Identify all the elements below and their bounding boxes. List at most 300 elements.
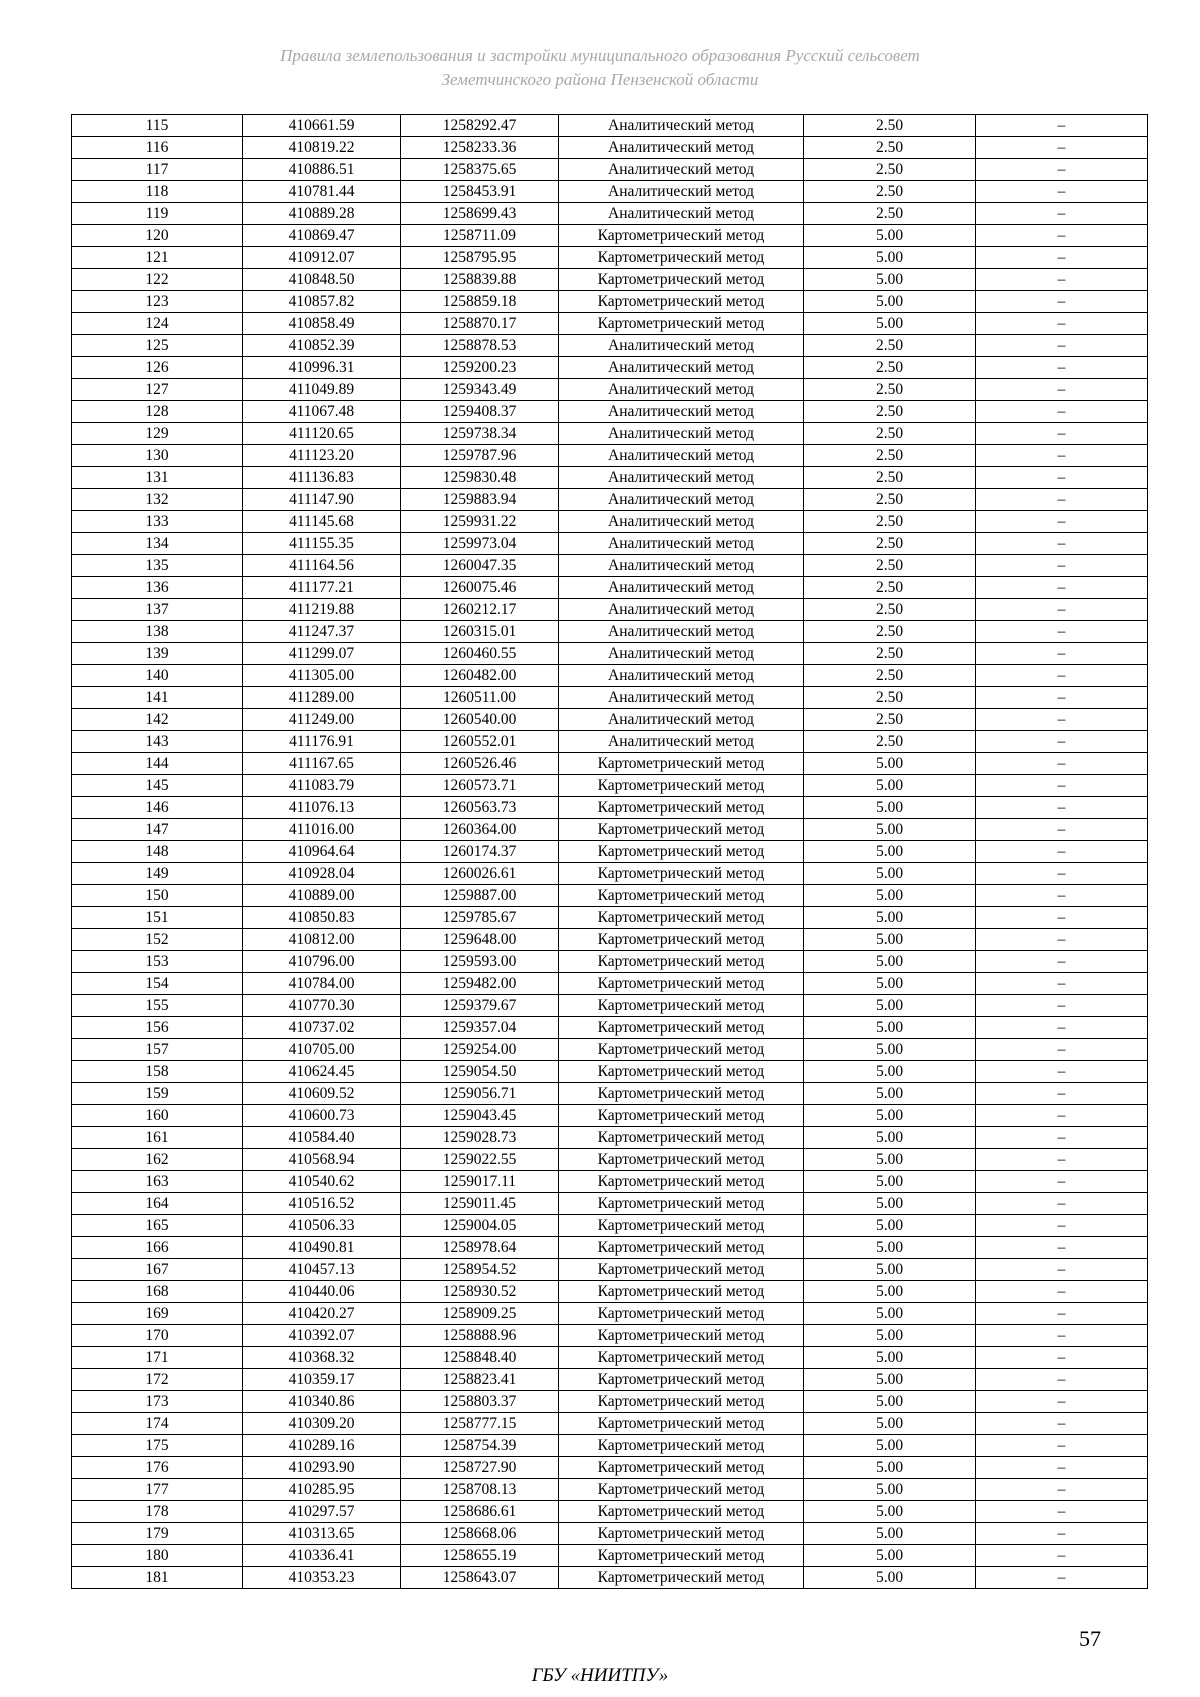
- x-coordinate-cell: 410796.00: [243, 951, 401, 973]
- point-number-cell: 140: [72, 665, 243, 687]
- point-number-cell: 131: [72, 467, 243, 489]
- accuracy-cell: 5.00: [804, 1127, 976, 1149]
- note-cell: –: [976, 335, 1148, 357]
- note-cell: –: [976, 1127, 1148, 1149]
- accuracy-cell: 2.50: [804, 511, 976, 533]
- point-number-cell: 128: [72, 401, 243, 423]
- accuracy-cell: 2.50: [804, 137, 976, 159]
- x-coordinate-cell: 410313.65: [243, 1523, 401, 1545]
- method-cell: Картометрический метод: [559, 797, 804, 819]
- point-number-cell: 118: [72, 181, 243, 203]
- y-coordinate-cell: 1260482.00: [401, 665, 559, 687]
- x-coordinate-cell: 410309.20: [243, 1413, 401, 1435]
- note-cell: –: [976, 1369, 1148, 1391]
- y-coordinate-cell: 1259022.55: [401, 1149, 559, 1171]
- note-cell: –: [976, 709, 1148, 731]
- y-coordinate-cell: 1260552.01: [401, 731, 559, 753]
- table-row: [72, 1347, 1148, 1369]
- x-coordinate-cell: 410996.31: [243, 357, 401, 379]
- table-row: [72, 1237, 1148, 1259]
- note-cell: –: [976, 489, 1148, 511]
- point-number-cell: 158: [72, 1061, 243, 1083]
- note-cell: –: [976, 863, 1148, 885]
- accuracy-cell: 2.50: [804, 445, 976, 467]
- y-coordinate-cell: 1258655.19: [401, 1545, 559, 1567]
- accuracy-cell: 2.50: [804, 555, 976, 577]
- table-row: [72, 973, 1148, 995]
- accuracy-cell: 5.00: [804, 797, 976, 819]
- note-cell: –: [976, 731, 1148, 753]
- table-row: [72, 863, 1148, 885]
- accuracy-cell: 2.50: [804, 709, 976, 731]
- note-cell: –: [976, 357, 1148, 379]
- accuracy-cell: 2.50: [804, 599, 976, 621]
- note-cell: –: [976, 1259, 1148, 1281]
- x-coordinate-cell: 410297.57: [243, 1501, 401, 1523]
- point-number-cell: 115: [72, 115, 243, 137]
- table-row: [72, 269, 1148, 291]
- method-cell: Аналитический метод: [559, 137, 804, 159]
- y-coordinate-cell: 1258803.37: [401, 1391, 559, 1413]
- method-cell: Аналитический метод: [559, 665, 804, 687]
- point-number-cell: 136: [72, 577, 243, 599]
- method-cell: Аналитический метод: [559, 599, 804, 621]
- accuracy-cell: 2.50: [804, 379, 976, 401]
- note-cell: –: [976, 291, 1148, 313]
- accuracy-cell: 5.00: [804, 753, 976, 775]
- x-coordinate-cell: 410852.39: [243, 335, 401, 357]
- note-cell: –: [976, 1457, 1148, 1479]
- table-row: [72, 1457, 1148, 1479]
- y-coordinate-cell: 1258292.47: [401, 115, 559, 137]
- method-cell: Аналитический метод: [559, 335, 804, 357]
- y-coordinate-cell: 1259785.67: [401, 907, 559, 929]
- point-number-cell: 144: [72, 753, 243, 775]
- point-number-cell: 147: [72, 819, 243, 841]
- method-cell: Картометрический метод: [559, 313, 804, 335]
- x-coordinate-cell: 411083.79: [243, 775, 401, 797]
- y-coordinate-cell: 1259254.00: [401, 1039, 559, 1061]
- method-cell: Картометрический метод: [559, 1523, 804, 1545]
- x-coordinate-cell: 410812.00: [243, 929, 401, 951]
- y-coordinate-cell: 1260540.00: [401, 709, 559, 731]
- accuracy-cell: 5.00: [804, 841, 976, 863]
- point-number-cell: 154: [72, 973, 243, 995]
- x-coordinate-cell: 410359.17: [243, 1369, 401, 1391]
- point-number-cell: 137: [72, 599, 243, 621]
- point-number-cell: 126: [72, 357, 243, 379]
- x-coordinate-cell: 410781.44: [243, 181, 401, 203]
- x-coordinate-cell: 410661.59: [243, 115, 401, 137]
- y-coordinate-cell: 1259883.94: [401, 489, 559, 511]
- accuracy-cell: 2.50: [804, 181, 976, 203]
- x-coordinate-cell: 410440.06: [243, 1281, 401, 1303]
- table-row: [72, 555, 1148, 577]
- method-cell: Картометрический метод: [559, 1281, 804, 1303]
- x-coordinate-cell: 410770.30: [243, 995, 401, 1017]
- header-line-2: Земетчинского района Пензенской области: [441, 70, 759, 89]
- method-cell: Аналитический метод: [559, 621, 804, 643]
- note-cell: –: [976, 1105, 1148, 1127]
- method-cell: Картометрический метод: [559, 1369, 804, 1391]
- accuracy-cell: 5.00: [804, 1281, 976, 1303]
- table-row: [72, 885, 1148, 907]
- table-row: [72, 1127, 1148, 1149]
- accuracy-cell: 2.50: [804, 621, 976, 643]
- accuracy-cell: 2.50: [804, 687, 976, 709]
- table-row: [72, 665, 1148, 687]
- method-cell: Аналитический метод: [559, 181, 804, 203]
- method-cell: Аналитический метод: [559, 489, 804, 511]
- table-row: [72, 929, 1148, 951]
- x-coordinate-cell: 411147.90: [243, 489, 401, 511]
- x-coordinate-cell: 411145.68: [243, 511, 401, 533]
- table-row: [72, 709, 1148, 731]
- y-coordinate-cell: 1259482.00: [401, 973, 559, 995]
- x-coordinate-cell: 410368.32: [243, 1347, 401, 1369]
- note-cell: –: [976, 1281, 1148, 1303]
- method-cell: Картометрический метод: [559, 1193, 804, 1215]
- note-cell: –: [976, 1193, 1148, 1215]
- y-coordinate-cell: 1259056.71: [401, 1083, 559, 1105]
- note-cell: –: [976, 1237, 1148, 1259]
- accuracy-cell: 5.00: [804, 1457, 976, 1479]
- y-coordinate-cell: 1258930.52: [401, 1281, 559, 1303]
- table-row: [72, 335, 1148, 357]
- table-row: [72, 1479, 1148, 1501]
- point-number-cell: 163: [72, 1171, 243, 1193]
- method-cell: Картометрический метод: [559, 951, 804, 973]
- x-coordinate-cell: 411249.00: [243, 709, 401, 731]
- method-cell: Аналитический метод: [559, 643, 804, 665]
- x-coordinate-cell: 411177.21: [243, 577, 401, 599]
- point-number-cell: 160: [72, 1105, 243, 1127]
- point-number-cell: 159: [72, 1083, 243, 1105]
- method-cell: Аналитический метод: [559, 533, 804, 555]
- method-cell: Картометрический метод: [559, 1017, 804, 1039]
- accuracy-cell: 5.00: [804, 1435, 976, 1457]
- table-row: [72, 115, 1148, 137]
- note-cell: –: [976, 951, 1148, 973]
- point-number-cell: 127: [72, 379, 243, 401]
- y-coordinate-cell: 1258453.91: [401, 181, 559, 203]
- method-cell: Картометрический метод: [559, 929, 804, 951]
- method-cell: Картометрический метод: [559, 1215, 804, 1237]
- accuracy-cell: 5.00: [804, 1017, 976, 1039]
- table-row: [72, 1105, 1148, 1127]
- method-cell: Картометрический метод: [559, 973, 804, 995]
- y-coordinate-cell: 1259004.05: [401, 1215, 559, 1237]
- point-number-cell: 129: [72, 423, 243, 445]
- method-cell: Картометрический метод: [559, 1479, 804, 1501]
- accuracy-cell: 5.00: [804, 1523, 976, 1545]
- accuracy-cell: 5.00: [804, 1083, 976, 1105]
- method-cell: Аналитический метод: [559, 467, 804, 489]
- x-coordinate-cell: 410293.90: [243, 1457, 401, 1479]
- table-row: [72, 1083, 1148, 1105]
- y-coordinate-cell: 1258708.13: [401, 1479, 559, 1501]
- y-coordinate-cell: 1258686.61: [401, 1501, 559, 1523]
- note-cell: –: [976, 1039, 1148, 1061]
- method-cell: Картометрический метод: [559, 995, 804, 1017]
- y-coordinate-cell: 1259931.22: [401, 511, 559, 533]
- table-row: [72, 1193, 1148, 1215]
- accuracy-cell: 5.00: [804, 863, 976, 885]
- table-row: [72, 621, 1148, 643]
- y-coordinate-cell: 1258823.41: [401, 1369, 559, 1391]
- point-number-cell: 116: [72, 137, 243, 159]
- table-row: [72, 951, 1148, 973]
- accuracy-cell: 2.50: [804, 159, 976, 181]
- table-row: [72, 1369, 1148, 1391]
- table-row: [72, 1259, 1148, 1281]
- note-cell: –: [976, 1061, 1148, 1083]
- x-coordinate-cell: 410600.73: [243, 1105, 401, 1127]
- y-coordinate-cell: 1258668.06: [401, 1523, 559, 1545]
- x-coordinate-cell: 410737.02: [243, 1017, 401, 1039]
- x-coordinate-cell: 410784.00: [243, 973, 401, 995]
- accuracy-cell: 5.00: [804, 1303, 976, 1325]
- method-cell: Картометрический метод: [559, 907, 804, 929]
- note-cell: –: [976, 115, 1148, 137]
- accuracy-cell: 2.50: [804, 423, 976, 445]
- accuracy-cell: 2.50: [804, 467, 976, 489]
- point-number-cell: 162: [72, 1149, 243, 1171]
- y-coordinate-cell: 1258848.40: [401, 1347, 559, 1369]
- x-coordinate-cell: 410858.49: [243, 313, 401, 335]
- x-coordinate-cell: 410285.95: [243, 1479, 401, 1501]
- table-row: [72, 467, 1148, 489]
- note-cell: –: [976, 621, 1148, 643]
- note-cell: –: [976, 1017, 1148, 1039]
- x-coordinate-cell: 410490.81: [243, 1237, 401, 1259]
- y-coordinate-cell: 1258870.17: [401, 313, 559, 335]
- y-coordinate-cell: 1259200.23: [401, 357, 559, 379]
- method-cell: Аналитический метод: [559, 731, 804, 753]
- table-row: [72, 247, 1148, 269]
- note-cell: –: [976, 797, 1148, 819]
- note-cell: –: [976, 1479, 1148, 1501]
- point-number-cell: 164: [72, 1193, 243, 1215]
- note-cell: –: [976, 511, 1148, 533]
- table-row: [72, 841, 1148, 863]
- method-cell: Картометрический метод: [559, 247, 804, 269]
- table-row: [72, 907, 1148, 929]
- note-cell: –: [976, 841, 1148, 863]
- accuracy-cell: 5.00: [804, 1259, 976, 1281]
- table-row: [72, 1325, 1148, 1347]
- method-cell: Аналитический метод: [559, 401, 804, 423]
- method-cell: Картометрический метод: [559, 1501, 804, 1523]
- y-coordinate-cell: 1258795.95: [401, 247, 559, 269]
- y-coordinate-cell: 1259011.45: [401, 1193, 559, 1215]
- point-number-cell: 175: [72, 1435, 243, 1457]
- x-coordinate-cell: 410964.64: [243, 841, 401, 863]
- table-row: [72, 687, 1148, 709]
- point-number-cell: 148: [72, 841, 243, 863]
- accuracy-cell: 2.50: [804, 401, 976, 423]
- point-number-cell: 150: [72, 885, 243, 907]
- point-number-cell: 178: [72, 1501, 243, 1523]
- point-number-cell: 177: [72, 1479, 243, 1501]
- method-cell: Аналитический метод: [559, 357, 804, 379]
- y-coordinate-cell: 1260526.46: [401, 753, 559, 775]
- accuracy-cell: 2.50: [804, 577, 976, 599]
- point-number-cell: 157: [72, 1039, 243, 1061]
- x-coordinate-cell: 410705.00: [243, 1039, 401, 1061]
- y-coordinate-cell: 1258909.25: [401, 1303, 559, 1325]
- point-number-cell: 120: [72, 225, 243, 247]
- y-coordinate-cell: 1258859.18: [401, 291, 559, 313]
- table-row: [72, 445, 1148, 467]
- note-cell: –: [976, 533, 1148, 555]
- x-coordinate-cell: 410819.22: [243, 137, 401, 159]
- x-coordinate-cell: 410912.07: [243, 247, 401, 269]
- x-coordinate-cell: 410584.40: [243, 1127, 401, 1149]
- x-coordinate-cell: 411049.89: [243, 379, 401, 401]
- table-row: [72, 1523, 1148, 1545]
- method-cell: Аналитический метод: [559, 709, 804, 731]
- table-row: [72, 753, 1148, 775]
- note-cell: –: [976, 995, 1148, 1017]
- table-row: [72, 489, 1148, 511]
- x-coordinate-cell: 410889.28: [243, 203, 401, 225]
- accuracy-cell: 5.00: [804, 1061, 976, 1083]
- table-row: [72, 533, 1148, 555]
- y-coordinate-cell: 1259357.04: [401, 1017, 559, 1039]
- x-coordinate-cell: 410609.52: [243, 1083, 401, 1105]
- accuracy-cell: 5.00: [804, 1325, 976, 1347]
- x-coordinate-cell: 410420.27: [243, 1303, 401, 1325]
- accuracy-cell: 2.50: [804, 203, 976, 225]
- y-coordinate-cell: 1258888.96: [401, 1325, 559, 1347]
- method-cell: Картометрический метод: [559, 1149, 804, 1171]
- table-row: [72, 1435, 1148, 1457]
- x-coordinate-cell: 411176.91: [243, 731, 401, 753]
- table-row: [72, 995, 1148, 1017]
- x-coordinate-cell: 411299.07: [243, 643, 401, 665]
- coordinates-table: [71, 114, 1148, 1589]
- method-cell: Аналитический метод: [559, 555, 804, 577]
- accuracy-cell: 5.00: [804, 1149, 976, 1171]
- table-row: [72, 379, 1148, 401]
- note-cell: –: [976, 907, 1148, 929]
- note-cell: –: [976, 1149, 1148, 1171]
- method-cell: Картометрический метод: [559, 1545, 804, 1567]
- y-coordinate-cell: 1259593.00: [401, 951, 559, 973]
- point-number-cell: 135: [72, 555, 243, 577]
- y-coordinate-cell: 1260212.17: [401, 599, 559, 621]
- note-cell: –: [976, 929, 1148, 951]
- accuracy-cell: 5.00: [804, 1215, 976, 1237]
- method-cell: Аналитический метод: [559, 203, 804, 225]
- method-cell: Картометрический метод: [559, 269, 804, 291]
- accuracy-cell: 5.00: [804, 1171, 976, 1193]
- accuracy-cell: 5.00: [804, 269, 976, 291]
- point-number-cell: 176: [72, 1457, 243, 1479]
- point-number-cell: 156: [72, 1017, 243, 1039]
- point-number-cell: 152: [72, 929, 243, 951]
- note-cell: –: [976, 819, 1148, 841]
- note-cell: –: [976, 225, 1148, 247]
- y-coordinate-cell: 1258839.88: [401, 269, 559, 291]
- point-number-cell: 165: [72, 1215, 243, 1237]
- point-number-cell: 130: [72, 445, 243, 467]
- method-cell: Аналитический метод: [559, 577, 804, 599]
- accuracy-cell: 5.00: [804, 995, 976, 1017]
- y-coordinate-cell: 1260026.61: [401, 863, 559, 885]
- y-coordinate-cell: 1258878.53: [401, 335, 559, 357]
- x-coordinate-cell: 410889.00: [243, 885, 401, 907]
- x-coordinate-cell: 410540.62: [243, 1171, 401, 1193]
- table-row: [72, 203, 1148, 225]
- accuracy-cell: 5.00: [804, 247, 976, 269]
- note-cell: –: [976, 137, 1148, 159]
- table-row: [72, 225, 1148, 247]
- accuracy-cell: 5.00: [804, 291, 976, 313]
- x-coordinate-cell: 410568.94: [243, 1149, 401, 1171]
- table-row: [72, 1545, 1148, 1567]
- point-number-cell: 117: [72, 159, 243, 181]
- x-coordinate-cell: 411155.35: [243, 533, 401, 555]
- note-cell: –: [976, 203, 1148, 225]
- x-coordinate-cell: 411167.65: [243, 753, 401, 775]
- y-coordinate-cell: 1260174.37: [401, 841, 559, 863]
- method-cell: Аналитический метод: [559, 115, 804, 137]
- method-cell: Картометрический метод: [559, 1347, 804, 1369]
- table-row: [72, 731, 1148, 753]
- y-coordinate-cell: 1260460.55: [401, 643, 559, 665]
- method-cell: Картометрический метод: [559, 1171, 804, 1193]
- x-coordinate-cell: 411136.83: [243, 467, 401, 489]
- note-cell: –: [976, 1215, 1148, 1237]
- point-number-cell: 138: [72, 621, 243, 643]
- accuracy-cell: 5.00: [804, 819, 976, 841]
- y-coordinate-cell: 1259054.50: [401, 1061, 559, 1083]
- accuracy-cell: 2.50: [804, 115, 976, 137]
- y-coordinate-cell: 1258954.52: [401, 1259, 559, 1281]
- point-number-cell: 151: [72, 907, 243, 929]
- page-header: [0, 44, 1200, 92]
- table-row: [72, 643, 1148, 665]
- note-cell: –: [976, 643, 1148, 665]
- y-coordinate-cell: 1260315.01: [401, 621, 559, 643]
- accuracy-cell: 5.00: [804, 1105, 976, 1127]
- y-coordinate-cell: 1258727.90: [401, 1457, 559, 1479]
- point-number-cell: 146: [72, 797, 243, 819]
- accuracy-cell: 5.00: [804, 1237, 976, 1259]
- note-cell: –: [976, 1413, 1148, 1435]
- accuracy-cell: 5.00: [804, 1193, 976, 1215]
- method-cell: Картометрический метод: [559, 1237, 804, 1259]
- accuracy-cell: 5.00: [804, 1479, 976, 1501]
- accuracy-cell: 2.50: [804, 357, 976, 379]
- y-coordinate-cell: 1260563.73: [401, 797, 559, 819]
- page-number: 57: [1079, 1626, 1101, 1651]
- note-cell: –: [976, 247, 1148, 269]
- header-line-1: Правила землепользования и застройки муниципального образования Русский сельсовет: [280, 46, 920, 65]
- method-cell: Картометрический метод: [559, 1083, 804, 1105]
- method-cell: Картометрический метод: [559, 1105, 804, 1127]
- x-coordinate-cell: 410340.86: [243, 1391, 401, 1413]
- y-coordinate-cell: 1258375.65: [401, 159, 559, 181]
- y-coordinate-cell: 1259830.48: [401, 467, 559, 489]
- note-cell: –: [976, 885, 1148, 907]
- x-coordinate-cell: 411076.13: [243, 797, 401, 819]
- y-coordinate-cell: 1259973.04: [401, 533, 559, 555]
- accuracy-cell: 5.00: [804, 1501, 976, 1523]
- table-row: [72, 159, 1148, 181]
